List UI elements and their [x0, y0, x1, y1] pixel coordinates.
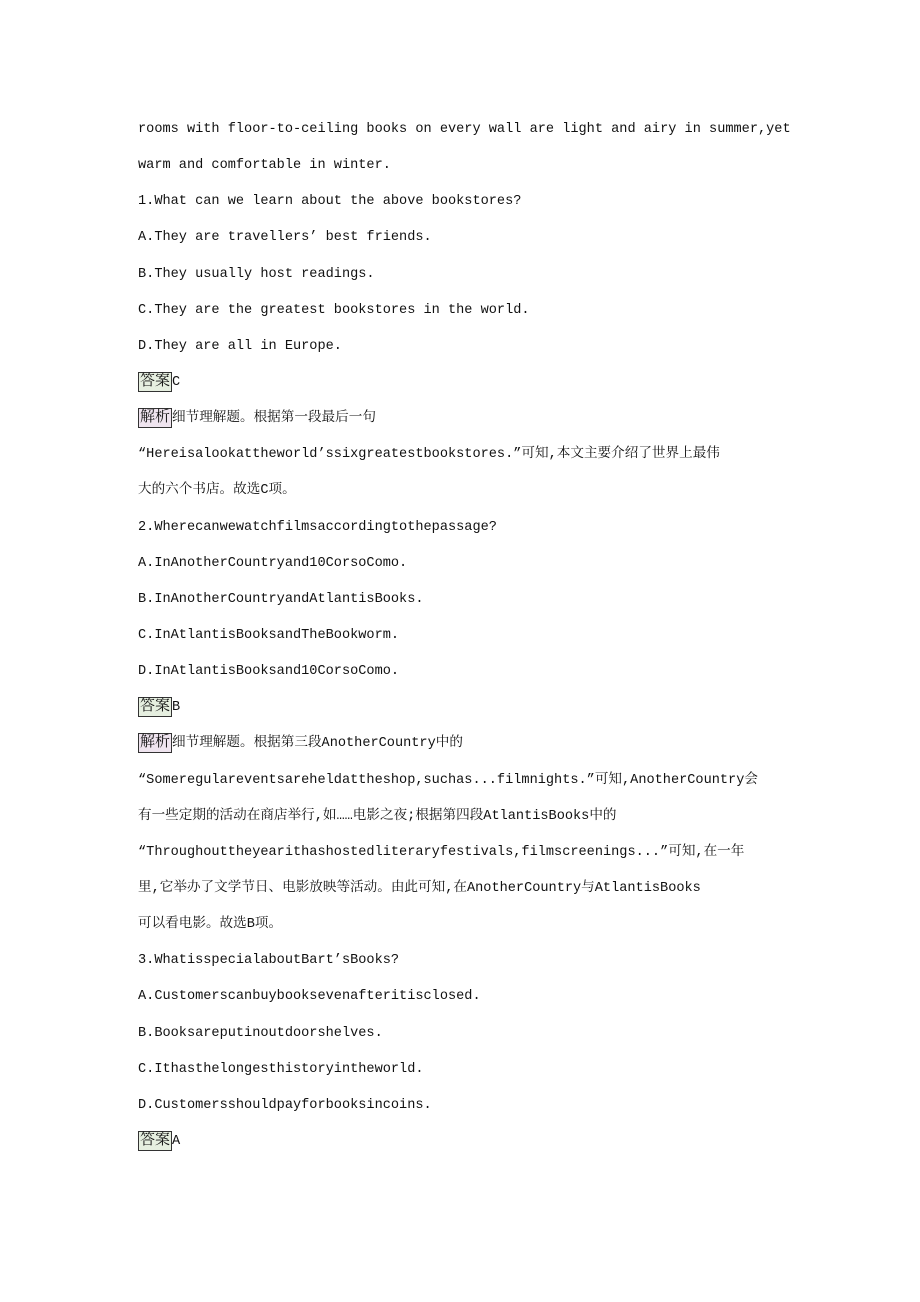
option-b: B.InAnotherCountryandAtlantisBooks. — [138, 591, 424, 607]
answer-value: A — [172, 1133, 181, 1149]
document-page — [138, 112, 798, 1160]
option-a: A.Customerscanbuybooksevenafteritisclosed. — [138, 989, 481, 1005]
analysis-text: 大的六个书店。故选C项。 — [138, 483, 296, 499]
analysis-text: “Hereisalookattheworld’ssixgreatestbookstores.”可知,本文主要介绍了世界上最伟 — [138, 447, 720, 463]
question-2: 2.Wherecanwewatchfilmsaccordingtothepassage? — [138, 519, 497, 535]
question-3: 3.WhatisspecialaboutBart’sBooks? — [138, 953, 400, 969]
analysis-label: 解析 — [140, 409, 171, 427]
option-d: D.They are all in Europe. — [138, 338, 342, 354]
answer-line — [138, 690, 798, 726]
option-b: B.Booksareputinoutdoorshelves. — [138, 1025, 383, 1041]
analysis-text: 可以看电影。故选B项。 — [138, 917, 283, 933]
answer-label: 答案 — [140, 1131, 171, 1149]
answer-label: 答案 — [140, 698, 171, 716]
option-a: A.InAnotherCountryand10CorsoComo. — [138, 555, 408, 571]
analysis-text: “Throughouttheyearithashostedliteraryfestivals,filmscreenings...”可知,在一年 — [138, 844, 745, 860]
analysis-text: 有一些定期的活动在商店举行,如……电影之夜;根据第四段AtlantisBooks中的 — [138, 808, 617, 824]
answer-value: C — [172, 374, 181, 390]
option-d: D.InAtlantisBooksand10CorsoComo. — [138, 664, 400, 680]
answer-label: 答案 — [140, 372, 171, 390]
option-b: B.They usually host readings. — [138, 266, 375, 282]
question-1: 1.What can we learn about the above bookstores? — [138, 194, 522, 210]
intro-line: warm and comfortable in winter. — [138, 158, 391, 174]
answer-value: B — [172, 700, 181, 716]
analysis-label: 解析 — [140, 734, 171, 752]
analysis-text: 里,它举办了文学节日、电影放映等活动。由此可知,在AnotherCountry与AtlantisBooks — [138, 880, 701, 896]
option-d: D.Customersshouldpayforbooksincoins. — [138, 1097, 432, 1113]
option-a: A.They are travellers’ best friends. — [138, 230, 432, 246]
option-c: C.InAtlantisBooksandTheBookworm. — [138, 627, 400, 643]
option-c: C.Ithasthelongesthistoryintheworld. — [138, 1061, 424, 1077]
answer-line — [138, 365, 798, 401]
analysis-text: “Someregulareventsareheldattheshop,suchas...filmnights.”可知,AnotherCountry会 — [138, 772, 758, 788]
analysis-line — [138, 401, 798, 437]
analysis-text: 细节理解题。根据第三段AnotherCountry中的 — [172, 736, 463, 752]
option-c: C.They are the greatest bookstores in the world. — [138, 302, 530, 318]
analysis-line — [138, 726, 798, 762]
intro-line: rooms with floor-to-ceiling books on every wall are light and airy in summer,yet — [138, 122, 791, 137]
analysis-text: 细节理解题。根据第一段最后一句 — [172, 411, 376, 427]
answer-line — [138, 1124, 798, 1160]
